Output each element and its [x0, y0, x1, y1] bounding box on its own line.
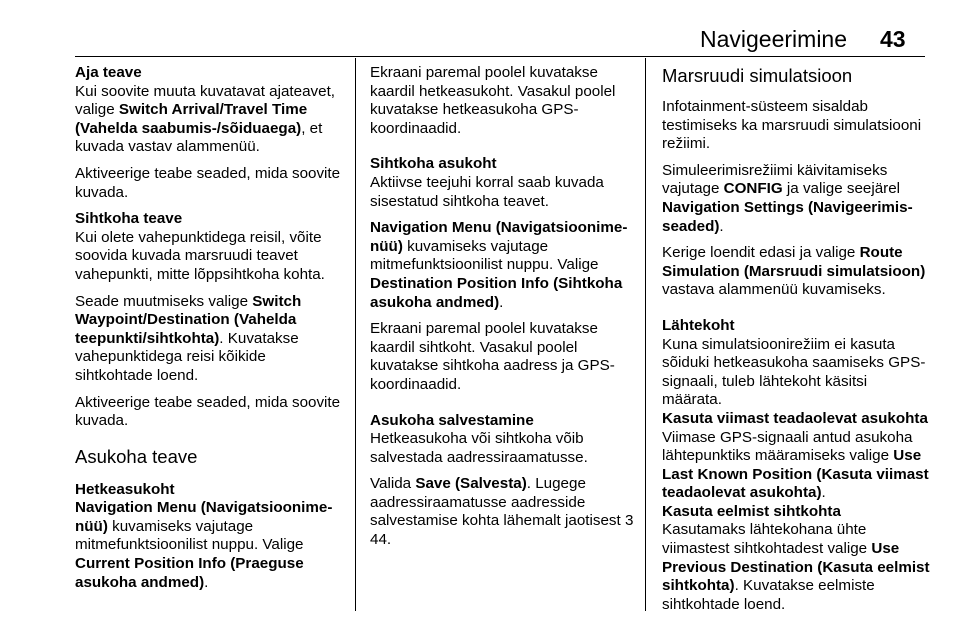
lahtekoht-heading: Lähtekoht — [662, 316, 735, 334]
sihtkoha-asukoht-paragraph-3: Ekraani paremal poolel kuvatakse kaardil sihtkoht. Vasakul poolel kuvatakse sihtkoha aadress ja GPS-koordinaadid. — [370, 320, 615, 393]
sihtkoha-asukoht-paragraph: Aktiivse teejuhi korral saab kuvada sisestatud sihtkoha teavet. — [370, 173, 604, 210]
right-column — [662, 64, 930, 614]
simulatsioon-paragraph-2: Simuleerimisrežiimi käivitamiseks vajutage CONFIG ja valige seejärel Navigation Settings (Navigeerimis-seaded). — [662, 161, 913, 235]
sihtkoha-teave-heading: Sihtkoha teave — [75, 210, 183, 228]
sihtkoha-teave-paragraph-3: Aktiveerige teabe seaded, mida soovite kuvada. — [75, 393, 341, 430]
asukoha-salvestamine-heading: Asukoha salvestamine — [370, 411, 534, 429]
lahtekoht-paragraph: Kuna simulatsioonirežiim ei kasuta sõiduki hetkeasukoha saamiseks GPS-signaali, tuleb lähtekoht käsitsi määrata. — [662, 335, 926, 409]
hetkeasukoht-heading: Hetkeasukoht — [75, 480, 175, 498]
asukoha-salvestamine-paragraph: Hetkeasukoha või sihtkoha võib salvestada aadressiraamatusse. — [370, 430, 588, 466]
left-column — [75, 64, 343, 600]
hetkeasukoht-map-paragraph: Ekraani paremal poolel kuvatakse kaardil hetkeasukoht. Vasakul poolel kuvatakse hetkeasukoha GPS-koordinaadid. — [370, 64, 616, 137]
simulatsioon-paragraph-3: Kerige loendit edasi ja valige Route Simulation (Marsruudi simulatsioon) vastava alammenüü kuvamiseks. — [662, 244, 926, 299]
aja-teave-paragraph-2: Aktiveerige teabe seaded, mida soovite kuvada. — [75, 164, 341, 201]
sihtkoha-teave-paragraph-2: Seade muutmiseks valige Switch Waypoint/Destination (Vahelda teepunkti/sihtkohta). Kuvatakse vahepunktidega reisi kõikide sihtkohtade loend. — [75, 292, 302, 384]
header-divider — [75, 56, 925, 57]
page-reference-icon: 3 — [624, 512, 634, 530]
sihtkoha-asukoht-heading: Sihtkoha asukoht — [370, 155, 497, 173]
sihtkoha-teave-paragraph: Kui olete vahepunktidega reisil, võite soovida kuvada marsruudi teavet vahepunkti, mitte lõppsihtkoha kohta. — [75, 228, 325, 283]
column-divider-right — [645, 58, 646, 611]
hetkeasukoht-paragraph: Navigation Menu (Navigatsioonime-nüü) kuvamiseks vajutage mitmefunktsioonilist nuppu. Valige Current Position Info (Praeguse asukoha andmed). — [75, 499, 333, 591]
page-number: 43 — [880, 26, 906, 52]
sihtkoha-asukoht-paragraph-2: Navigation Menu (Navigatsioonime-nüü) kuvamiseks vajutage mitmefunktsioonilist nuppu. Valige Destination Position Info (Sihtkoha asukoha andmed). — [370, 219, 628, 311]
eelmine-sihtkoht-heading: Kasuta eelmist sihtkohta — [662, 502, 841, 520]
simulatsioon-paragraph: Infotainment-süsteem sisaldab testimiseks ka marsruudi simulatsiooni režiimi. — [662, 98, 922, 153]
marsruudi-simulatsioon-title: Marsruudi simulatsioon — [662, 65, 853, 86]
asukoha-salvestamine-paragraph-2: Valida Save (Salvesta). Lugege aadressiraamatusse aadresside salvestamise kohta lähemalt jaotisest 3 44. — [370, 475, 634, 549]
middle-column — [370, 64, 638, 558]
asukoha-teave-section-title: Asukoha teave — [75, 445, 198, 467]
viimane-asukoht-heading: Kasuta viimast teadaolevat asukohta — [662, 409, 928, 427]
column-divider-left — [355, 58, 356, 611]
viimane-asukoht-paragraph: Viimase GPS-signaali antud asukoha lähtepunktiks määramiseks valige Use Last Known Position (Kasuta viimast teadaolevat asukohta). — [662, 428, 929, 502]
page-header-title: Navigeerimine — [700, 26, 848, 52]
aja-teave-heading: Aja teave — [75, 64, 142, 81]
aja-teave-paragraph: Kui soovite muuta kuvatavat ajateavet, valige Switch Arrival/Travel Time (Vahelda saabumis-/sõiduaega), et kuvada vastav alammenüü. — [75, 82, 336, 156]
eelmine-sihtkoht-paragraph: Kasutamaks lähtekohana ühte viimastest sihtkohtadest valige Use Previous Destination (Kasuta eelmist sihtkohta). Kuvatakse eelmiste sihtkohtade loend. — [662, 521, 930, 613]
